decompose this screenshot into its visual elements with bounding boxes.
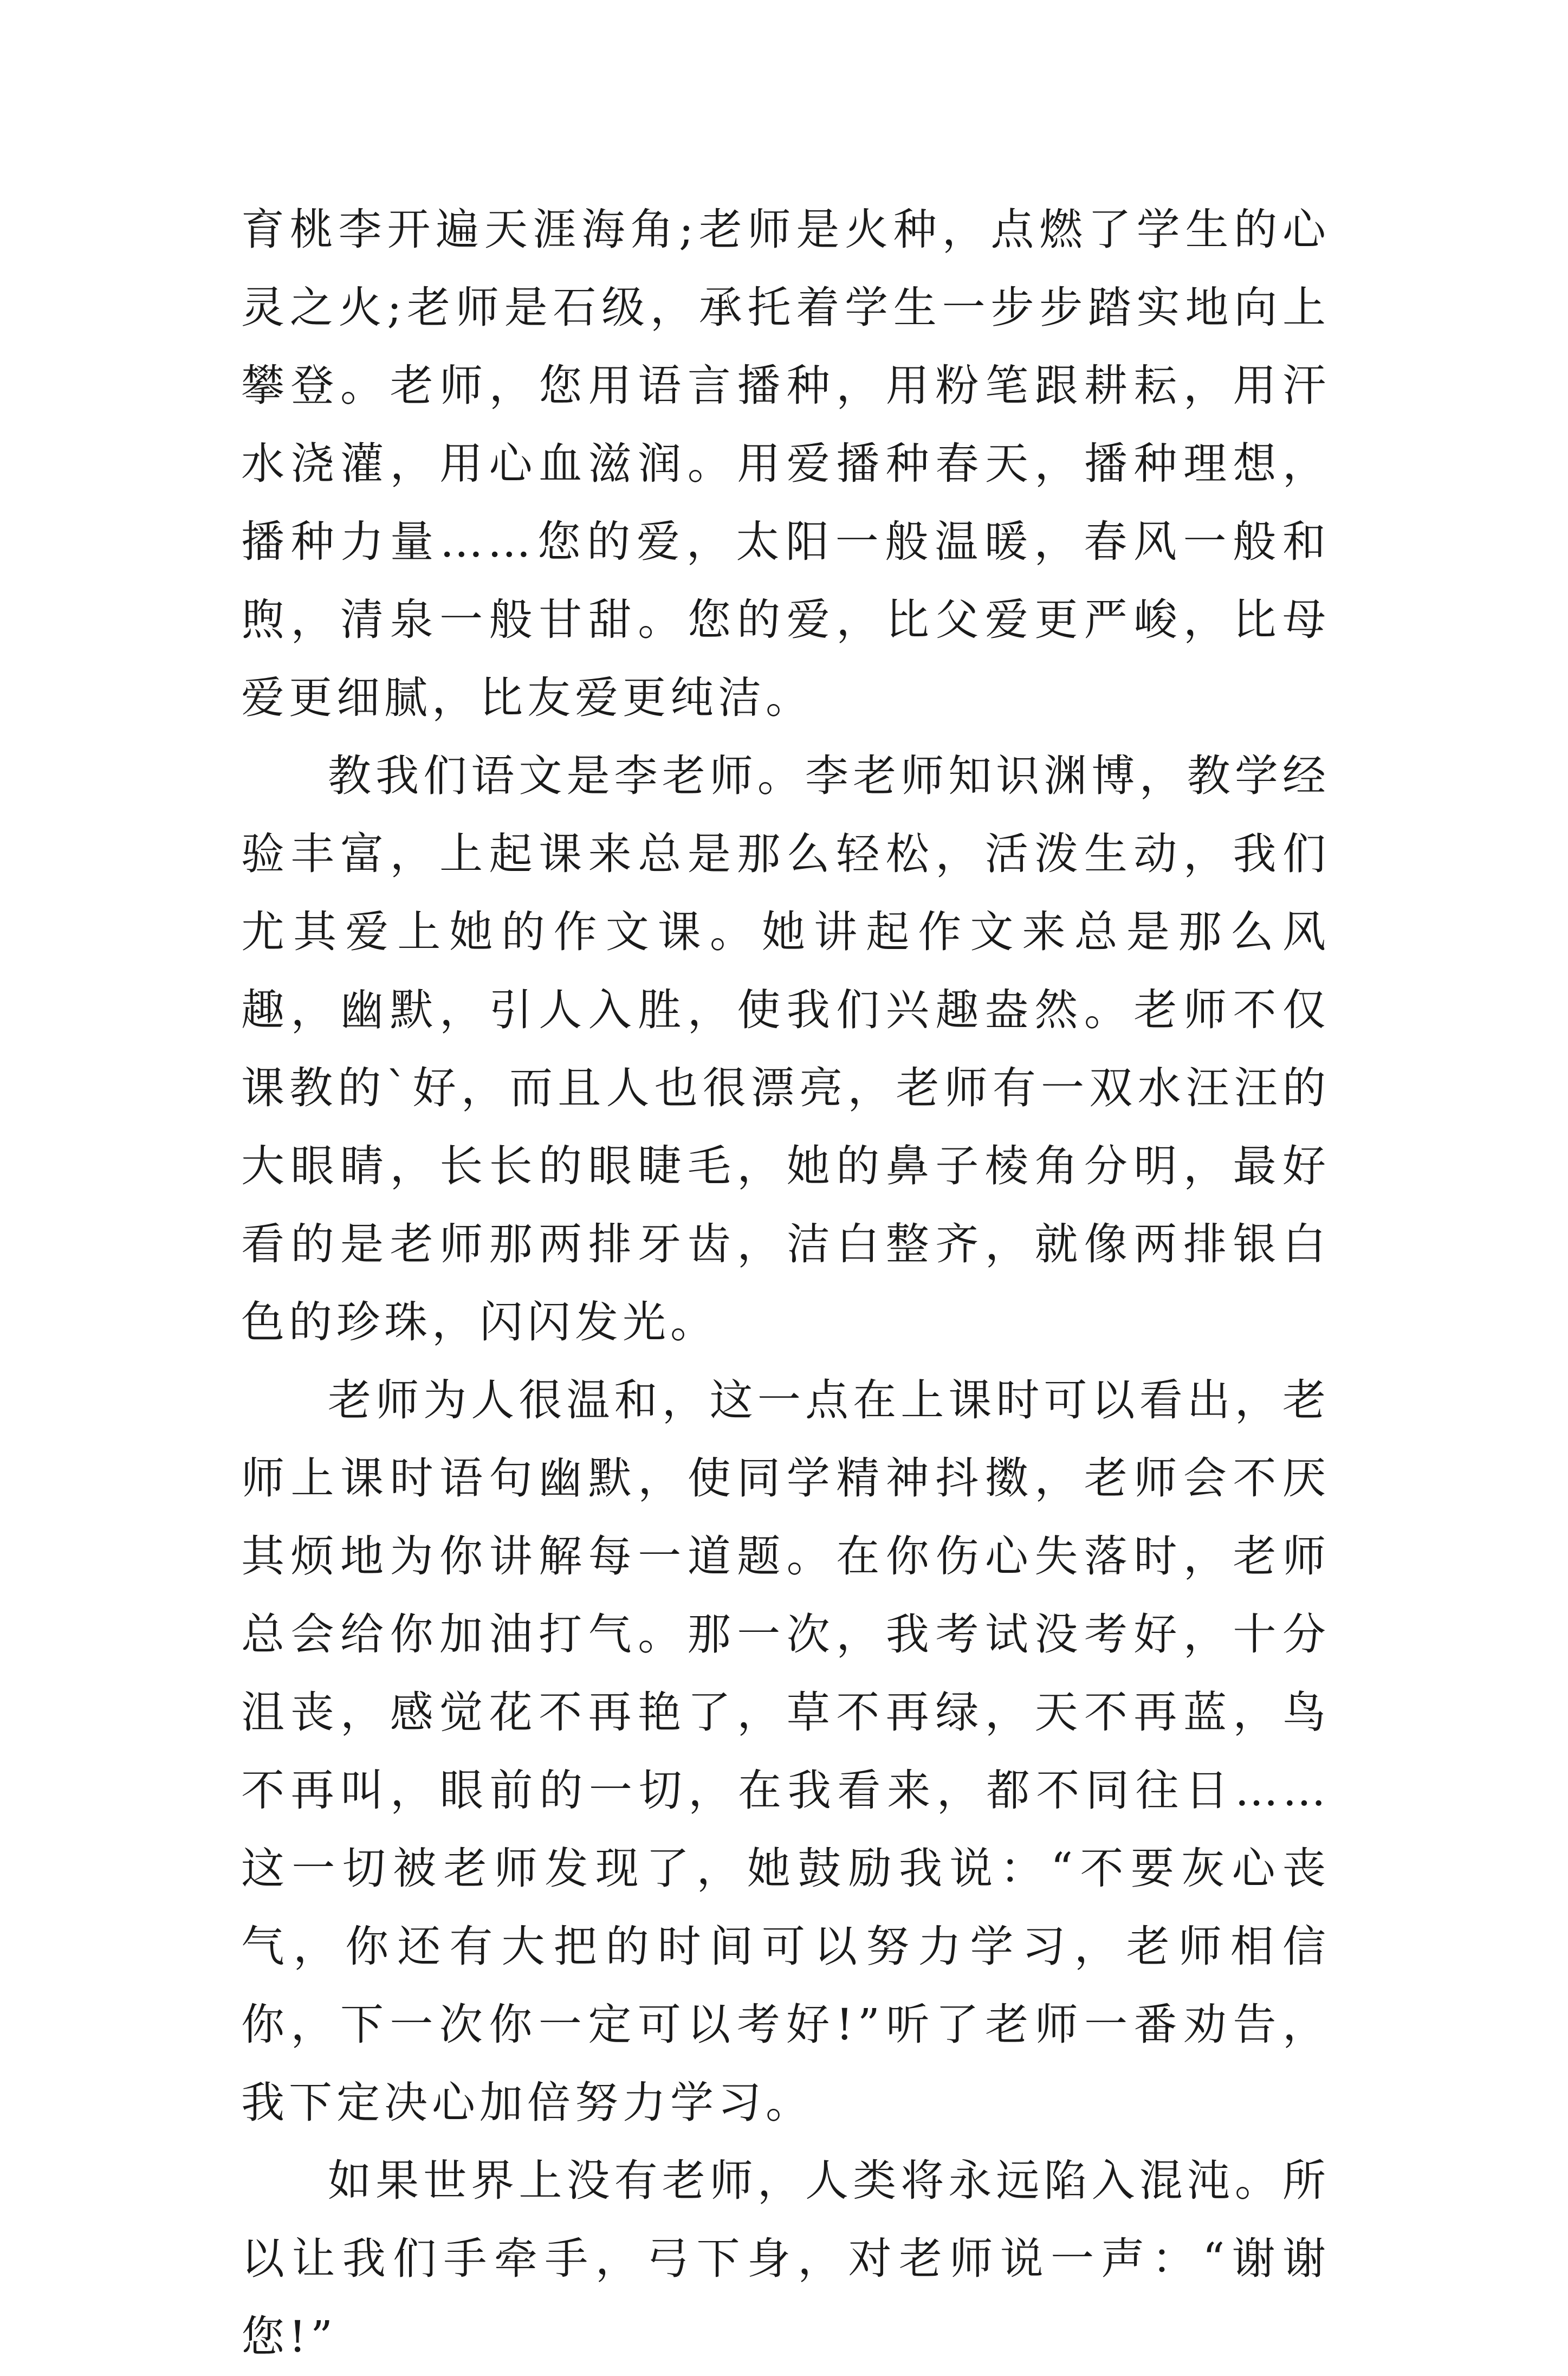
paragraph-1: 育桃李开遍天涯海角;老师是火种，点燃了学生的心灵之火;老师是石级，承托着学生一步步踏实地向上攀登。老师，您用语言播种，用粉笔跟耕耘，用汗水浇灌，用心血滋润。用爱播种春天，播种理想，播种力量……您的爱，太阳一般温暖，春风一般和煦，清泉一般甘甜。您的爱，比父爱更严峻，比母爱更细腻，比友爱更纯洁。	[241, 204, 1330, 723]
paragraph-3: 老师为人很温和，这一点在上课时可以看出，老师上课时语句幽默，使同学精神抖擞，老师会不厌其烦地为你讲解每一道题。在你伤心失落时，老师总会给你加油打气。那一次，我考试没考好，十分沮丧，感觉花不再艳了，草不再绿，天不再蓝，鸟不再叫，眼前的一切，在我看来，都不同往日……这一切被老师发现了，她鼓励我说：“不要灰心丧气，你还有大把的时间可以努力学习，老师相信你，下一次你一定可以考好!”听了老师一番劝告，我下定决心加倍努力学习。	[241, 1375, 1330, 2128]
paragraph-4: 如果世界上没有老师，人类将永远陷入混沌。所以让我们手牵手，弓下身，对老师说一声：“谢谢您!”	[241, 2155, 1330, 2362]
document-body	[241, 191, 1330, 2376]
paragraph-2: 教我们语文是李老师。李老师知识渊博，教学经验丰富，上起课来总是那么轻松，活泼生动，我们尤其爱上她的作文课。她讲起作文来总是那么风趣，幽默，引人入胜，使我们兴趣盎然。老师不仅课教的`好，而且人也很漂亮，老师有一双水汪汪的大眼睛，长长的眼睫毛，她的鼻子棱角分明，最好看的是老师那两排牙齿，洁白整齐，就像两排银白色的珍珠，闪闪发光。	[241, 751, 1330, 1347]
